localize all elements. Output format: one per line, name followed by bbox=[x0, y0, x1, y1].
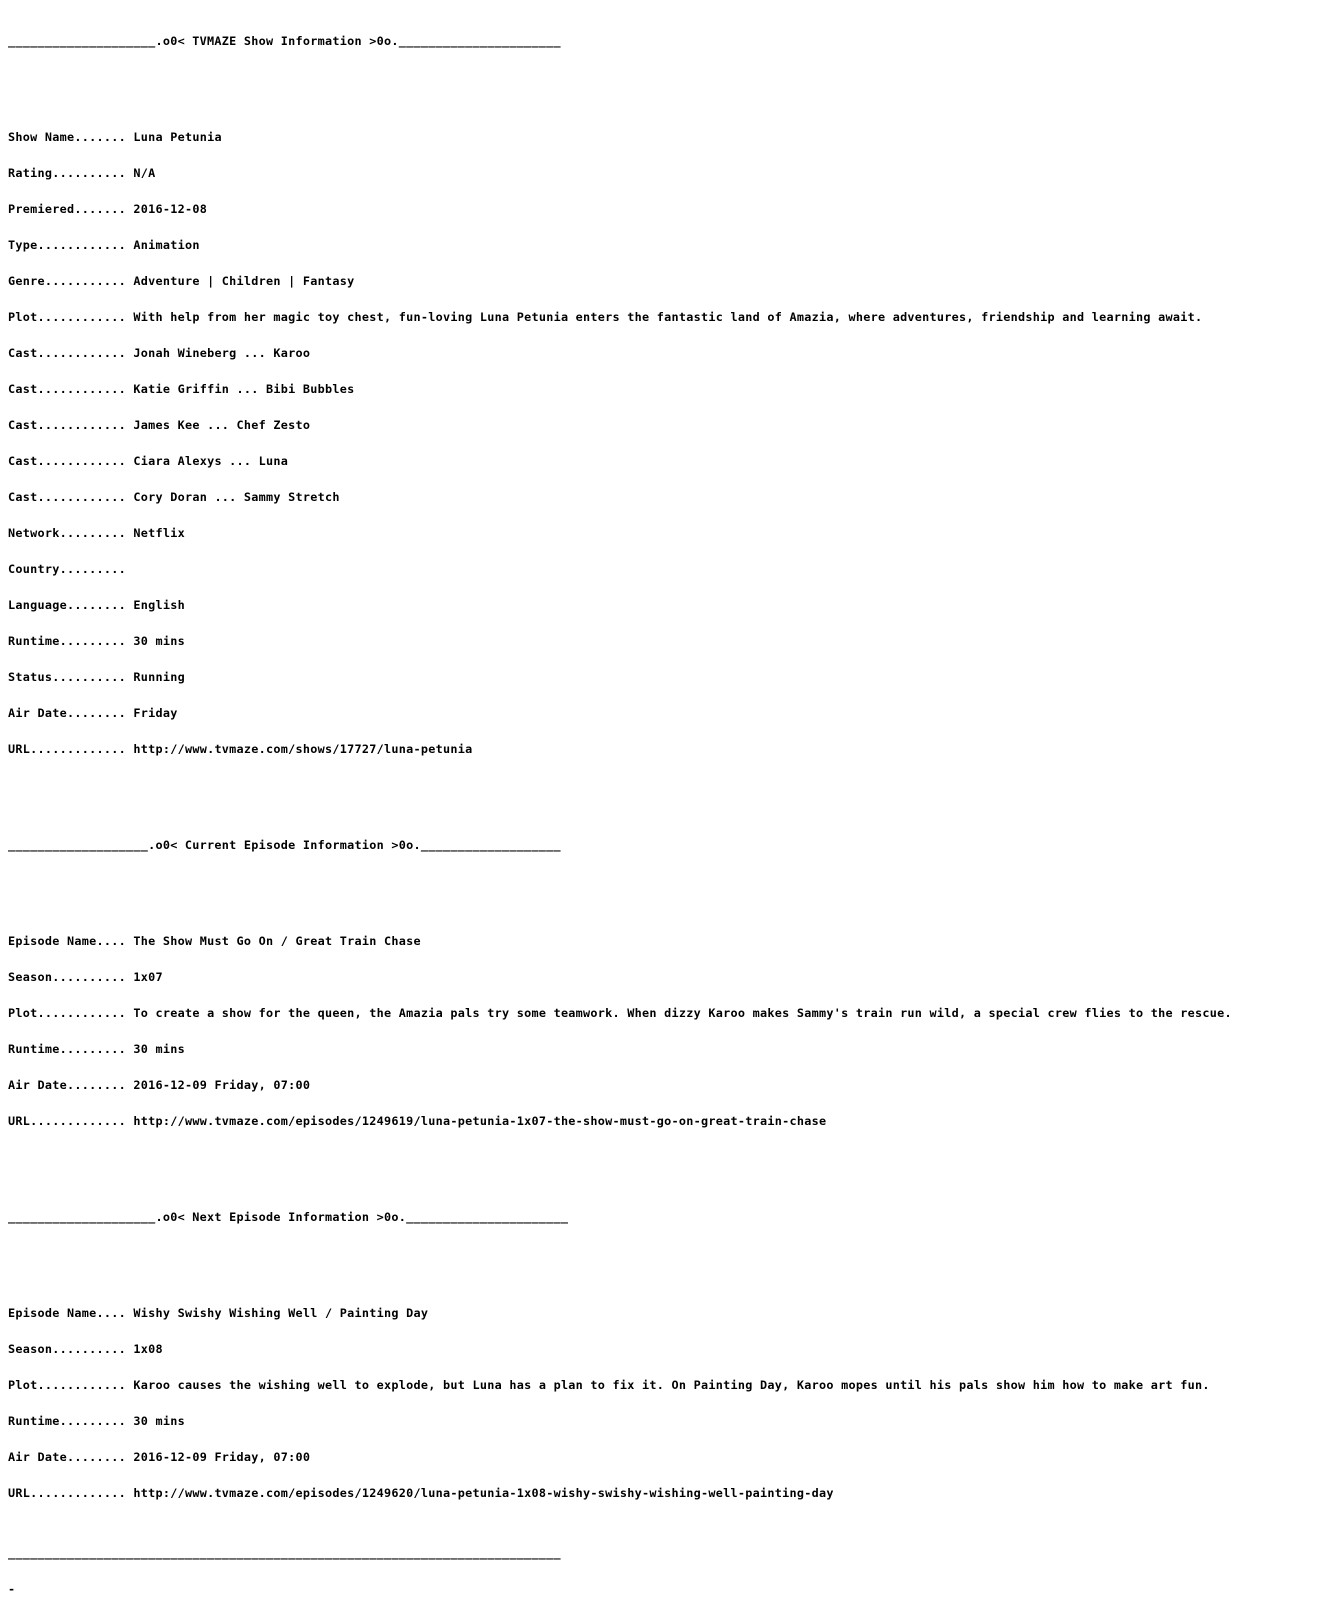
field-label: Air Date........ bbox=[8, 706, 126, 720]
field-value: 30 mins bbox=[133, 1042, 185, 1056]
show-row-name bbox=[8, 131, 1232, 143]
field-label: Genre........... bbox=[8, 274, 126, 288]
show-row-premiered bbox=[8, 203, 1232, 215]
current-episode-url-link[interactable]: http://www.tvmaze.com/episodes/1249619/luna-petunia-1x07-the-show-must-go-on-great-train-chase bbox=[133, 1114, 827, 1128]
field-label: Air Date........ bbox=[8, 1078, 126, 1092]
field-value: 30 mins bbox=[133, 1414, 185, 1428]
show-row-status bbox=[8, 671, 1232, 683]
show-row-air-date bbox=[8, 707, 1232, 719]
current-row-air-date bbox=[8, 1079, 1232, 1091]
field-value: Jonah Wineberg ... Karoo bbox=[133, 346, 311, 360]
show-row-rating bbox=[8, 167, 1232, 179]
field-label: Language........ bbox=[8, 598, 126, 612]
blank-line bbox=[8, 1247, 1232, 1259]
next-row-season bbox=[8, 1343, 1232, 1355]
field-label: URL............. bbox=[8, 742, 126, 756]
show-row-cast bbox=[8, 347, 1232, 359]
blank-line bbox=[8, 875, 1232, 887]
terminal-output bbox=[8, 11, 1232, 1607]
field-value: James Kee ... Chef Zesto bbox=[133, 418, 311, 432]
field-value: 1x07 bbox=[133, 970, 163, 984]
next-row-url bbox=[8, 1487, 1232, 1499]
field-value: Adventure | Children | Fantasy bbox=[133, 274, 355, 288]
next-episode-list bbox=[8, 1283, 1232, 1523]
show-row-plot bbox=[8, 311, 1232, 323]
field-label: Season.......... bbox=[8, 970, 126, 984]
field-label: Plot............ bbox=[8, 310, 126, 324]
current-row-url bbox=[8, 1115, 1232, 1127]
field-label: Runtime......... bbox=[8, 634, 126, 648]
field-label: Show Name....... bbox=[8, 130, 126, 144]
field-label: Premiered....... bbox=[8, 202, 126, 216]
field-label: Cast............ bbox=[8, 418, 126, 432]
current-episode-list bbox=[8, 911, 1232, 1151]
field-label: Plot............ bbox=[8, 1006, 126, 1020]
prompt-cursor[interactable]: - bbox=[8, 1582, 16, 1596]
field-value: 2016-12-09 Friday, 07:00 bbox=[133, 1078, 311, 1092]
current-row-runtime bbox=[8, 1043, 1232, 1055]
field-value: N/A bbox=[133, 166, 156, 180]
field-value: To create a show for the queen, the Amazia pals try some teamwork. When dizzy Karoo makes Sammy's train run wild, a special crew flies to the rescue. bbox=[133, 1006, 1232, 1020]
field-label: Cast............ bbox=[8, 454, 126, 468]
field-value: Cory Doran ... Sammy Stretch bbox=[133, 490, 340, 504]
field-label: Episode Name.... bbox=[8, 934, 126, 948]
field-label: Runtime......... bbox=[8, 1414, 126, 1428]
field-label: Cast............ bbox=[8, 346, 126, 360]
current-row-plot bbox=[8, 1007, 1232, 1019]
next-episode-url-link[interactable]: http://www.tvmaze.com/episodes/1249620/luna-petunia-1x08-wishy-swishy-wishing-well-painting-day bbox=[133, 1486, 834, 1500]
field-value: English bbox=[133, 598, 185, 612]
next-row-runtime bbox=[8, 1415, 1232, 1427]
show-row-cast bbox=[8, 491, 1232, 503]
field-value: 30 mins bbox=[133, 634, 185, 648]
field-value: With help from her magic toy chest, fun-loving Luna Petunia enters the fantastic land of Amazia, where adventures, friendship and learning await. bbox=[133, 310, 1203, 324]
field-value: Wishy Swishy Wishing Well / Painting Day bbox=[133, 1306, 429, 1320]
field-label: Runtime......... bbox=[8, 1042, 126, 1056]
field-label: Cast............ bbox=[8, 490, 126, 504]
field-value: Karoo causes the wishing well to explode, but Luna has a plan to fix it. On Painting Day, Karoo mopes until his pals show him how to make art fun. bbox=[133, 1378, 1210, 1392]
field-label: Country......... bbox=[8, 562, 126, 576]
field-label: Type............ bbox=[8, 238, 126, 252]
show-row-cast bbox=[8, 383, 1232, 395]
field-value: Animation bbox=[133, 238, 200, 252]
show-row-country bbox=[8, 563, 1232, 575]
blank-line bbox=[8, 1175, 1232, 1187]
field-label: Season.......... bbox=[8, 1342, 126, 1356]
show-row-genre bbox=[8, 275, 1232, 287]
next-row-plot bbox=[8, 1379, 1232, 1391]
show-row-url bbox=[8, 743, 1232, 755]
field-label: Status.......... bbox=[8, 670, 126, 684]
next-row-air-date bbox=[8, 1451, 1232, 1463]
show-row-language bbox=[8, 599, 1232, 611]
next-episode-header: ____________________.o0< Next Episode Information >0o.______________________ bbox=[8, 1210, 569, 1224]
blank-line bbox=[8, 71, 1232, 83]
field-label: URL............. bbox=[8, 1486, 126, 1500]
field-value: Running bbox=[133, 670, 185, 684]
field-value: Ciara Alexys ... Luna bbox=[133, 454, 289, 468]
field-label: Network......... bbox=[8, 526, 126, 540]
show-row-network bbox=[8, 527, 1232, 539]
show-info-header: ____________________.o0< TVMAZE Show Information >0o.______________________ bbox=[8, 34, 561, 48]
field-label: Episode Name.... bbox=[8, 1306, 126, 1320]
show-row-runtime bbox=[8, 635, 1232, 647]
field-label: Plot............ bbox=[8, 1378, 126, 1392]
show-row-cast bbox=[8, 455, 1232, 467]
show-row-cast bbox=[8, 419, 1232, 431]
current-row-episode-name bbox=[8, 935, 1232, 947]
show-row-type bbox=[8, 239, 1232, 251]
show-info-list bbox=[8, 107, 1232, 779]
field-label: Cast............ bbox=[8, 382, 126, 396]
field-value: Luna Petunia bbox=[133, 130, 222, 144]
blank-line bbox=[8, 803, 1232, 815]
field-label: URL............. bbox=[8, 1114, 126, 1128]
field-value: 2016-12-08 bbox=[133, 202, 208, 216]
field-value: Katie Griffin ... Bibi Bubbles bbox=[133, 382, 355, 396]
footer-rule: ___________________________________________________________________________ bbox=[8, 1546, 561, 1560]
field-value: The Show Must Go On / Great Train Chase bbox=[133, 934, 421, 948]
field-value: Netflix bbox=[133, 526, 185, 540]
field-label: Rating.......... bbox=[8, 166, 126, 180]
field-value: Friday bbox=[133, 706, 178, 720]
field-label: Air Date........ bbox=[8, 1450, 126, 1464]
current-episode-header: ___________________.o0< Current Episode Information >0o.___________________ bbox=[8, 838, 561, 852]
field-value: 2016-12-09 Friday, 07:00 bbox=[133, 1450, 311, 1464]
current-row-season bbox=[8, 971, 1232, 983]
field-value: 1x08 bbox=[133, 1342, 163, 1356]
show-url-link[interactable]: http://www.tvmaze.com/shows/17727/luna-petunia bbox=[133, 742, 473, 756]
next-row-episode-name bbox=[8, 1307, 1232, 1319]
